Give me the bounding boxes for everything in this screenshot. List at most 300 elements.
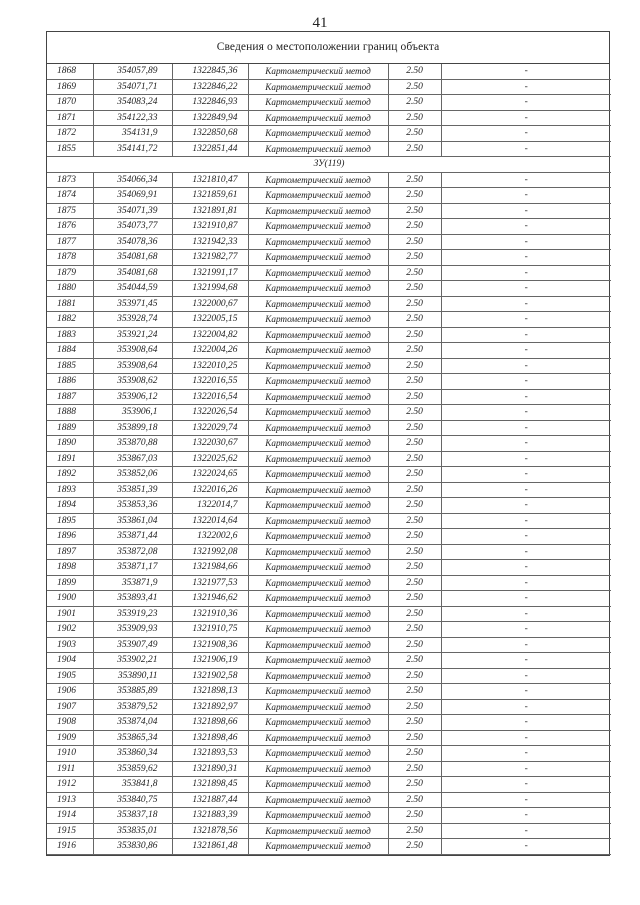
description-cell: - (441, 575, 611, 591)
x-coordinate-cell: 353906,1 (93, 405, 172, 421)
point-number-cell: 1869 (47, 79, 93, 95)
description-cell: - (441, 312, 611, 328)
y-coordinate-cell: 1322005,15 (172, 312, 248, 328)
method-cell: Картометрический метод (248, 296, 388, 312)
method-cell: Картометрический метод (248, 374, 388, 390)
y-coordinate-cell: 1321977,53 (172, 575, 248, 591)
method-cell: Картометрический метод (248, 265, 388, 281)
accuracy-cell: 2.50 (388, 482, 441, 498)
description-cell: - (441, 730, 611, 746)
description-cell: - (441, 265, 611, 281)
point-number-cell: 1881 (47, 296, 93, 312)
point-number-cell: 1909 (47, 730, 93, 746)
point-number-cell: 1886 (47, 374, 93, 390)
y-coordinate-cell: 1322025,62 (172, 451, 248, 467)
table-row (47, 606, 611, 622)
description-cell: - (441, 637, 611, 653)
description-cell: - (441, 188, 611, 204)
point-number-cell: 1868 (47, 64, 93, 79)
y-coordinate-cell: 1321893,53 (172, 746, 248, 762)
description-cell: - (441, 420, 611, 436)
description-cell: - (441, 498, 611, 514)
method-cell: Картометрический метод (248, 730, 388, 746)
point-number-cell: 1873 (47, 172, 93, 188)
table-row (47, 219, 611, 235)
point-number-cell: 1910 (47, 746, 93, 762)
method-cell: Картометрический метод (248, 436, 388, 452)
table-row (47, 343, 611, 359)
y-coordinate-cell: 1322024,65 (172, 467, 248, 483)
description-cell: - (441, 684, 611, 700)
x-coordinate-cell: 353909,93 (93, 622, 172, 638)
method-cell: Картометрический метод (248, 823, 388, 839)
table-row (47, 482, 611, 498)
x-coordinate-cell: 353841,8 (93, 777, 172, 793)
accuracy-cell: 2.50 (388, 327, 441, 343)
y-coordinate-cell: 1322004,82 (172, 327, 248, 343)
x-coordinate-cell: 353908,64 (93, 358, 172, 374)
x-coordinate-cell: 353893,41 (93, 591, 172, 607)
accuracy-cell: 2.50 (388, 389, 441, 405)
accuracy-cell: 2.50 (388, 64, 441, 79)
point-number-cell: 1871 (47, 110, 93, 126)
y-coordinate-cell: 1321898,45 (172, 777, 248, 793)
y-coordinate-cell: 1322016,26 (172, 482, 248, 498)
accuracy-cell: 2.50 (388, 95, 441, 111)
method-cell: Картометрический метод (248, 482, 388, 498)
y-coordinate-cell: 1321910,75 (172, 622, 248, 638)
description-cell: - (441, 389, 611, 405)
description-cell: - (441, 653, 611, 669)
y-coordinate-cell: 1321994,68 (172, 281, 248, 297)
table-row (47, 544, 611, 560)
table-row (47, 327, 611, 343)
point-number-cell: 1915 (47, 823, 93, 839)
point-number-cell: 1900 (47, 591, 93, 607)
method-cell: Картометрический метод (248, 451, 388, 467)
method-cell: Картометрический метод (248, 405, 388, 421)
table-row (47, 420, 611, 436)
table-row (47, 95, 611, 111)
y-coordinate-cell: 1321984,66 (172, 560, 248, 576)
x-coordinate-cell: 353859,62 (93, 761, 172, 777)
x-coordinate-cell: 353919,23 (93, 606, 172, 622)
y-coordinate-cell: 1321910,87 (172, 219, 248, 235)
point-number-cell: 1875 (47, 203, 93, 219)
accuracy-cell: 2.50 (388, 699, 441, 715)
point-number-cell: 1870 (47, 95, 93, 111)
method-cell: Картометрический метод (248, 343, 388, 359)
table-row (47, 839, 611, 855)
accuracy-cell: 2.50 (388, 513, 441, 529)
table-row (47, 529, 611, 545)
method-cell: Картометрический метод (248, 808, 388, 824)
y-coordinate-cell: 1322026,54 (172, 405, 248, 421)
table-row (47, 560, 611, 576)
point-number-cell: 1885 (47, 358, 93, 374)
description-cell: - (441, 64, 611, 79)
y-coordinate-cell: 1322850,68 (172, 126, 248, 142)
description-cell: - (441, 715, 611, 731)
x-coordinate-cell: 354073,77 (93, 219, 172, 235)
description-cell: - (441, 839, 611, 855)
accuracy-cell: 2.50 (388, 839, 441, 855)
table-row (47, 715, 611, 731)
y-coordinate-cell: 1321910,36 (172, 606, 248, 622)
accuracy-cell: 2.50 (388, 529, 441, 545)
description-cell: - (441, 79, 611, 95)
y-coordinate-cell: 1322016,55 (172, 374, 248, 390)
table-row (47, 622, 611, 638)
table-row (47, 141, 611, 157)
method-cell: Картометрический метод (248, 64, 388, 79)
description-cell: - (441, 591, 611, 607)
y-coordinate-cell: 1321878,56 (172, 823, 248, 839)
method-cell: Картометрический метод (248, 188, 388, 204)
y-coordinate-cell: 1322010,25 (172, 358, 248, 374)
accuracy-cell: 2.50 (388, 715, 441, 731)
y-coordinate-cell: 1322845,36 (172, 64, 248, 79)
point-number-cell: 1913 (47, 792, 93, 808)
point-number-cell: 1912 (47, 777, 93, 793)
x-coordinate-cell: 353906,12 (93, 389, 172, 405)
x-coordinate-cell: 353874,04 (93, 715, 172, 731)
accuracy-cell: 2.50 (388, 606, 441, 622)
accuracy-cell: 2.50 (388, 79, 441, 95)
method-cell: Картометрический метод (248, 389, 388, 405)
x-coordinate-cell: 353867,03 (93, 451, 172, 467)
description-cell: - (441, 343, 611, 359)
point-number-cell: 1903 (47, 637, 93, 653)
table-row (47, 467, 611, 483)
section-row (47, 157, 611, 173)
point-number-cell: 1879 (47, 265, 93, 281)
description-cell: - (441, 374, 611, 390)
method-cell: Картометрический метод (248, 79, 388, 95)
point-number-cell: 1878 (47, 250, 93, 266)
point-number-cell: 1908 (47, 715, 93, 731)
table-row (47, 188, 611, 204)
method-cell: Картометрический метод (248, 591, 388, 607)
coordinates-table-body (47, 64, 611, 854)
method-cell: Картометрический метод (248, 95, 388, 111)
method-cell: Картометрический метод (248, 467, 388, 483)
x-coordinate-cell: 354066,34 (93, 172, 172, 188)
method-cell: Картометрический метод (248, 498, 388, 514)
description-cell: - (441, 110, 611, 126)
table-row (47, 358, 611, 374)
point-number-cell: 1876 (47, 219, 93, 235)
accuracy-cell: 2.50 (388, 622, 441, 638)
y-coordinate-cell: 1322849,94 (172, 110, 248, 126)
x-coordinate-cell: 353871,17 (93, 560, 172, 576)
point-number-cell: 1891 (47, 451, 93, 467)
y-coordinate-cell: 1322029,74 (172, 420, 248, 436)
x-coordinate-cell: 354141,72 (93, 141, 172, 157)
table-row (47, 234, 611, 250)
accuracy-cell: 2.50 (388, 591, 441, 607)
accuracy-cell: 2.50 (388, 420, 441, 436)
point-number-cell: 1892 (47, 467, 93, 483)
y-coordinate-cell: 1321902,58 (172, 668, 248, 684)
x-coordinate-cell: 353872,08 (93, 544, 172, 560)
section-label: ЗУ(119) (47, 157, 611, 173)
accuracy-cell: 2.50 (388, 203, 441, 219)
coordinates-table (47, 64, 611, 855)
table-row (47, 808, 611, 824)
y-coordinate-cell: 1321892,97 (172, 699, 248, 715)
y-coordinate-cell: 1321883,39 (172, 808, 248, 824)
description-cell: - (441, 327, 611, 343)
y-coordinate-cell: 1321898,13 (172, 684, 248, 700)
accuracy-cell: 2.50 (388, 358, 441, 374)
x-coordinate-cell: 353902,21 (93, 653, 172, 669)
x-coordinate-cell: 354071,39 (93, 203, 172, 219)
accuracy-cell: 2.50 (388, 560, 441, 576)
table-row (47, 312, 611, 328)
x-coordinate-cell: 353921,24 (93, 327, 172, 343)
table-row (47, 653, 611, 669)
method-cell: Картометрический метод (248, 203, 388, 219)
accuracy-cell: 2.50 (388, 110, 441, 126)
description-cell: - (441, 281, 611, 297)
x-coordinate-cell: 353840,75 (93, 792, 172, 808)
accuracy-cell: 2.50 (388, 792, 441, 808)
x-coordinate-cell: 354057,89 (93, 64, 172, 79)
point-number-cell: 1874 (47, 188, 93, 204)
accuracy-cell: 2.50 (388, 467, 441, 483)
method-cell: Картометрический метод (248, 141, 388, 157)
accuracy-cell: 2.50 (388, 544, 441, 560)
x-coordinate-cell: 354131,9 (93, 126, 172, 142)
accuracy-cell: 2.50 (388, 498, 441, 514)
point-number-cell: 1893 (47, 482, 93, 498)
accuracy-cell: 2.50 (388, 219, 441, 235)
table-row (47, 668, 611, 684)
y-coordinate-cell: 1322851,44 (172, 141, 248, 157)
accuracy-cell: 2.50 (388, 668, 441, 684)
description-cell: - (441, 467, 611, 483)
table-row (47, 761, 611, 777)
y-coordinate-cell: 1322004,26 (172, 343, 248, 359)
point-number-cell: 1884 (47, 343, 93, 359)
x-coordinate-cell: 353835,01 (93, 823, 172, 839)
description-cell: - (441, 436, 611, 452)
description-cell: - (441, 141, 611, 157)
description-cell: - (441, 172, 611, 188)
table-row (47, 265, 611, 281)
x-coordinate-cell: 353860,34 (93, 746, 172, 762)
method-cell: Картометрический метод (248, 777, 388, 793)
x-coordinate-cell: 354044,59 (93, 281, 172, 297)
description-cell: - (441, 761, 611, 777)
y-coordinate-cell: 1322014,64 (172, 513, 248, 529)
y-coordinate-cell: 1322002,6 (172, 529, 248, 545)
accuracy-cell: 2.50 (388, 746, 441, 762)
y-coordinate-cell: 1322846,22 (172, 79, 248, 95)
accuracy-cell: 2.50 (388, 374, 441, 390)
point-number-cell: 1895 (47, 513, 93, 529)
method-cell: Картометрический метод (248, 327, 388, 343)
y-coordinate-cell: 1322000,67 (172, 296, 248, 312)
accuracy-cell: 2.50 (388, 126, 441, 142)
point-number-cell: 1897 (47, 544, 93, 560)
accuracy-cell: 2.50 (388, 405, 441, 421)
accuracy-cell: 2.50 (388, 343, 441, 359)
accuracy-cell: 2.50 (388, 312, 441, 328)
point-number-cell: 1889 (47, 420, 93, 436)
description-cell: - (441, 513, 611, 529)
y-coordinate-cell: 1321887,44 (172, 792, 248, 808)
table-row (47, 699, 611, 715)
description-cell: - (441, 95, 611, 111)
method-cell: Картометрический метод (248, 234, 388, 250)
description-cell: - (441, 808, 611, 824)
y-coordinate-cell: 1321992,08 (172, 544, 248, 560)
method-cell: Картометрический метод (248, 529, 388, 545)
table-row (47, 110, 611, 126)
description-cell: - (441, 668, 611, 684)
x-coordinate-cell: 353971,45 (93, 296, 172, 312)
accuracy-cell: 2.50 (388, 141, 441, 157)
table-row (47, 498, 611, 514)
x-coordinate-cell: 353871,44 (93, 529, 172, 545)
x-coordinate-cell: 353871,9 (93, 575, 172, 591)
point-number-cell: 1888 (47, 405, 93, 421)
method-cell: Картометрический метод (248, 358, 388, 374)
x-coordinate-cell: 353830,86 (93, 839, 172, 855)
point-number-cell: 1906 (47, 684, 93, 700)
description-cell: - (441, 451, 611, 467)
description-cell: - (441, 296, 611, 312)
description-cell: - (441, 823, 611, 839)
accuracy-cell: 2.50 (388, 451, 441, 467)
method-cell: Картометрический метод (248, 606, 388, 622)
table-row (47, 281, 611, 297)
point-number-cell: 1901 (47, 606, 93, 622)
description-cell: - (441, 250, 611, 266)
x-coordinate-cell: 354081,68 (93, 250, 172, 266)
description-cell: - (441, 699, 611, 715)
method-cell: Картометрический метод (248, 668, 388, 684)
accuracy-cell: 2.50 (388, 730, 441, 746)
x-coordinate-cell: 353885,89 (93, 684, 172, 700)
table-row (47, 792, 611, 808)
accuracy-cell: 2.50 (388, 436, 441, 452)
x-coordinate-cell: 353907,49 (93, 637, 172, 653)
table-row (47, 296, 611, 312)
description-cell: - (441, 219, 611, 235)
table-row (47, 405, 611, 421)
table-row (47, 746, 611, 762)
table-row (47, 374, 611, 390)
point-number-cell: 1905 (47, 668, 93, 684)
y-coordinate-cell: 1322014,7 (172, 498, 248, 514)
table-row (47, 436, 611, 452)
table-row (47, 591, 611, 607)
point-number-cell: 1894 (47, 498, 93, 514)
table-row (47, 64, 611, 79)
method-cell: Картометрический метод (248, 746, 388, 762)
point-number-cell: 1896 (47, 529, 93, 545)
method-cell: Картометрический метод (248, 699, 388, 715)
accuracy-cell: 2.50 (388, 234, 441, 250)
point-number-cell: 1914 (47, 808, 93, 824)
point-number-cell: 1883 (47, 327, 93, 343)
method-cell: Картометрический метод (248, 250, 388, 266)
description-cell: - (441, 746, 611, 762)
y-coordinate-cell: 1321891,81 (172, 203, 248, 219)
description-cell: - (441, 777, 611, 793)
accuracy-cell: 2.50 (388, 281, 441, 297)
table-row (47, 575, 611, 591)
description-cell: - (441, 482, 611, 498)
page-number: 41 (312, 15, 328, 31)
y-coordinate-cell: 1321890,31 (172, 761, 248, 777)
method-cell: Картометрический метод (248, 420, 388, 436)
x-coordinate-cell: 353879,52 (93, 699, 172, 715)
accuracy-cell: 2.50 (388, 575, 441, 591)
accuracy-cell: 2.50 (388, 823, 441, 839)
x-coordinate-cell: 353837,18 (93, 808, 172, 824)
description-cell: - (441, 529, 611, 545)
x-coordinate-cell: 353870,88 (93, 436, 172, 452)
method-cell: Картометрический метод (248, 653, 388, 669)
accuracy-cell: 2.50 (388, 761, 441, 777)
table-row (47, 79, 611, 95)
method-cell: Картометрический метод (248, 172, 388, 188)
method-cell: Картометрический метод (248, 560, 388, 576)
x-coordinate-cell: 353852,06 (93, 467, 172, 483)
x-coordinate-cell: 354071,71 (93, 79, 172, 95)
boundary-table-sheet (46, 31, 610, 856)
accuracy-cell: 2.50 (388, 684, 441, 700)
x-coordinate-cell: 354069,91 (93, 188, 172, 204)
method-cell: Картометрический метод (248, 637, 388, 653)
method-cell: Картометрический метод (248, 312, 388, 328)
table-row (47, 637, 611, 653)
method-cell: Картометрический метод (248, 792, 388, 808)
accuracy-cell: 2.50 (388, 265, 441, 281)
method-cell: Картометрический метод (248, 219, 388, 235)
description-cell: - (441, 622, 611, 638)
description-cell: - (441, 606, 611, 622)
x-coordinate-cell: 353928,74 (93, 312, 172, 328)
accuracy-cell: 2.50 (388, 250, 441, 266)
y-coordinate-cell: 1321859,61 (172, 188, 248, 204)
table-row (47, 203, 611, 219)
description-cell: - (441, 234, 611, 250)
x-coordinate-cell: 353908,62 (93, 374, 172, 390)
y-coordinate-cell: 1321946,62 (172, 591, 248, 607)
y-coordinate-cell: 1321942,33 (172, 234, 248, 250)
y-coordinate-cell: 1321861,48 (172, 839, 248, 855)
description-cell: - (441, 358, 611, 374)
description-cell: - (441, 560, 611, 576)
method-cell: Картометрический метод (248, 544, 388, 560)
accuracy-cell: 2.50 (388, 172, 441, 188)
point-number-cell: 1904 (47, 653, 93, 669)
y-coordinate-cell: 1321991,17 (172, 265, 248, 281)
y-coordinate-cell: 1322030,67 (172, 436, 248, 452)
y-coordinate-cell: 1321982,77 (172, 250, 248, 266)
description-cell: - (441, 126, 611, 142)
point-number-cell: 1911 (47, 761, 93, 777)
method-cell: Картометрический метод (248, 761, 388, 777)
x-coordinate-cell: 354078,36 (93, 234, 172, 250)
table-row (47, 250, 611, 266)
x-coordinate-cell: 354081,68 (93, 265, 172, 281)
